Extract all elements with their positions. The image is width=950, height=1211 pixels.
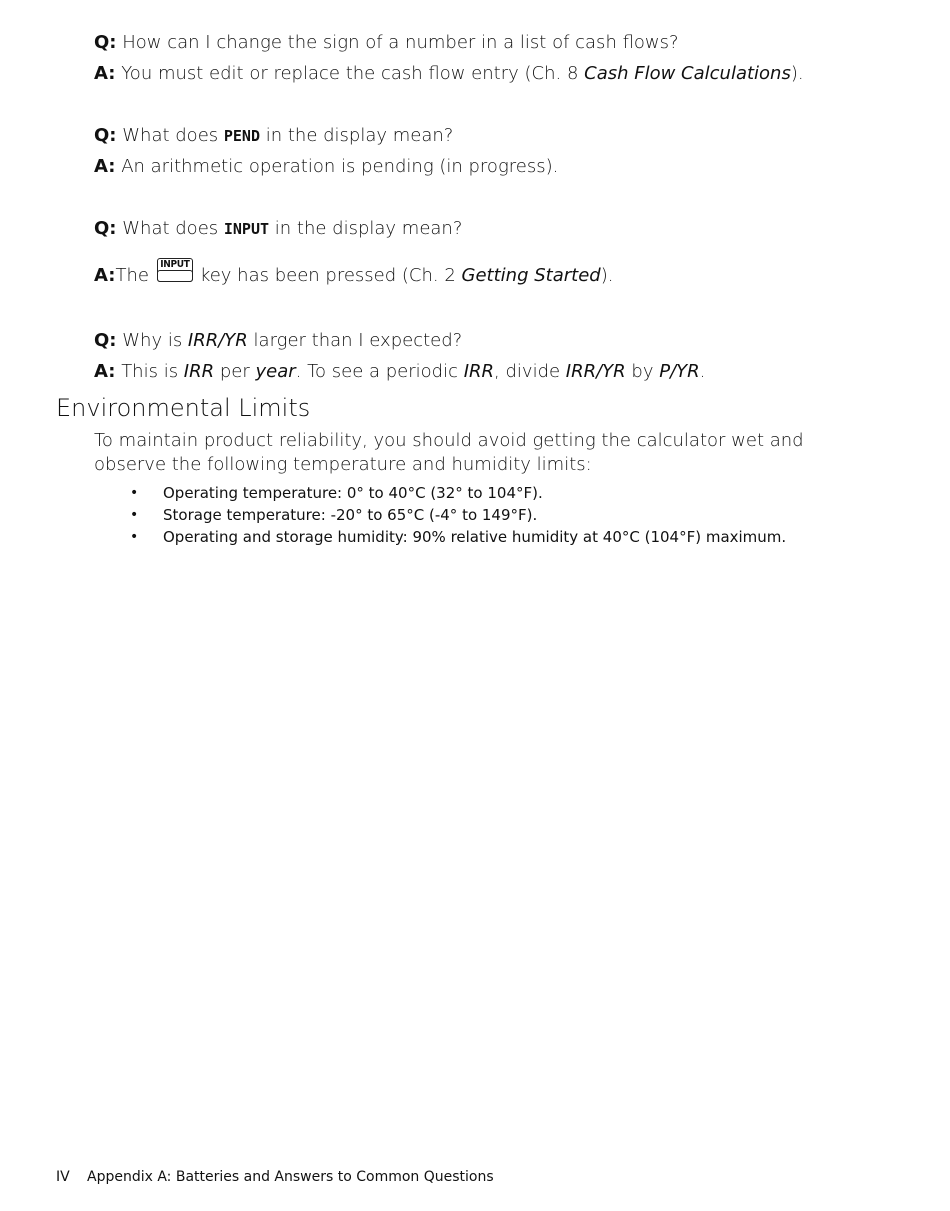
question-text: What does (122, 218, 224, 239)
bullet-icon: • (130, 485, 139, 501)
answer-text: per (214, 361, 256, 382)
answer-label: A: (94, 156, 116, 177)
chapter-reference: Cash Flow Calculations (584, 63, 791, 84)
bullet-icon: • (130, 529, 139, 545)
list-item (130, 526, 786, 548)
question-text: What does (122, 125, 224, 146)
answer-2 (94, 156, 558, 178)
answer-text: This is (115, 361, 184, 382)
question-text-end: in the display mean? (260, 125, 454, 146)
answer-label: A: (94, 265, 116, 286)
footer-title: Appendix A: Batteries and Answers to Common Questions (87, 1169, 494, 1185)
question-1 (94, 32, 679, 54)
question-label: Q: (94, 125, 117, 146)
question-label: Q: (94, 32, 117, 53)
term-irr-yr: IRR/YR (187, 330, 248, 351)
answer-text: An arithmetic operation is pending (in progress). (121, 156, 559, 177)
bullet-icon: • (130, 507, 139, 523)
answer-1 (94, 63, 804, 85)
term-p-yr: P/YR (659, 361, 700, 382)
term-irr-yr: IRR/YR (565, 361, 626, 382)
question-label: Q: (94, 330, 117, 351)
section-heading: Environmental Limits (56, 394, 311, 422)
answer-label: A: (94, 63, 116, 84)
question-2 (94, 125, 453, 147)
answer-4 (94, 361, 705, 383)
page-number: IV (56, 1169, 70, 1185)
question-3 (94, 218, 462, 240)
key-label: INPUT (160, 259, 190, 270)
answer-text: . (699, 361, 706, 382)
display-annunciator-pend: PEND (223, 127, 260, 145)
display-annunciator-input: INPUT (223, 220, 270, 238)
key-face (157, 270, 193, 282)
question-text: Why is (122, 330, 188, 351)
term-irr: IRR (463, 361, 495, 382)
limits-list (130, 482, 786, 548)
answer-text-middle: key has been pressed (Ch. 2 (199, 265, 462, 286)
answer-text: by (625, 361, 660, 382)
question-label: Q: (94, 218, 117, 239)
term-irr: IRR (183, 361, 215, 382)
answer-text-end: ). (600, 265, 614, 286)
answer-3 (94, 258, 613, 287)
answer-text-end: ). (790, 63, 804, 84)
question-4 (94, 330, 462, 352)
question-text: How can I change the sign of a number in a list of cash flows? (122, 32, 679, 53)
question-text-end: in the display mean? (269, 218, 463, 239)
list-item-text: Storage temperature: -20° to 65°C (-4° to 149°F). (163, 506, 538, 524)
answer-text: You must edit or replace the cash flow entry (Ch. 8 (121, 63, 585, 84)
section-paragraph: To maintain product reliability, you should avoid getting the calculator wet and observe the following temperature and humidity limits: (94, 430, 804, 475)
answer-text: . To see a periodic (295, 361, 464, 382)
list-item-text: Operating temperature: 0° to 40°C (32° to 104°F). (163, 484, 543, 502)
list-item (130, 482, 786, 504)
input-key-icon (157, 258, 193, 284)
answer-text: The (115, 265, 149, 286)
list-item (130, 504, 786, 526)
question-text-end: larger than I expected? (247, 330, 463, 351)
chapter-reference: Getting Started (461, 265, 601, 286)
term-year: year (255, 361, 296, 382)
list-item-text: Operating and storage humidity: 90% relative humidity at 40°C (104°F) maximum. (163, 528, 787, 546)
page-footer (56, 1167, 494, 1187)
answer-label: A: (94, 361, 116, 382)
answer-text: , divide (494, 361, 566, 382)
